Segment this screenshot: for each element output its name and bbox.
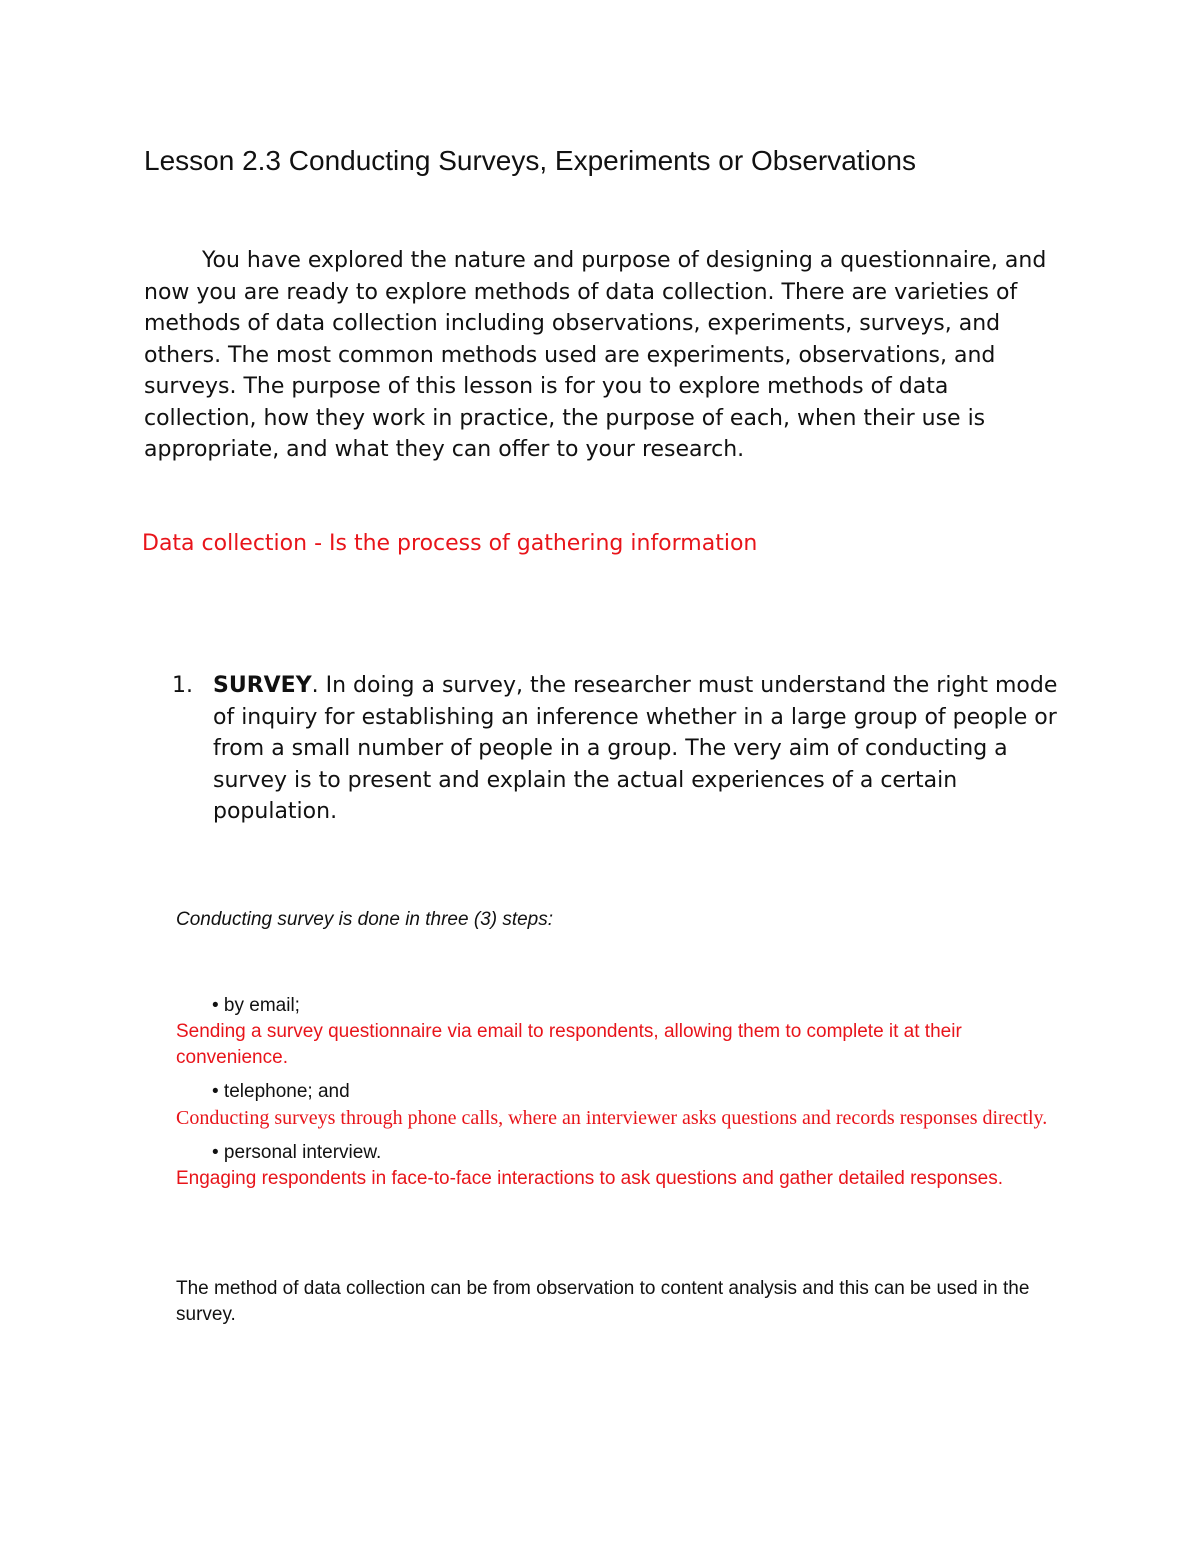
survey-paragraph (213, 670, 1072, 828)
step-email-label: • by email; (212, 995, 300, 1016)
steps-intro: Conducting survey is done in three (3) steps: (176, 909, 554, 930)
step-interview-description: Engaging respondents in face-to-face interactions to ask questions and gather detailed responses. (176, 1168, 1004, 1189)
list-number: 1. (172, 673, 193, 698)
step-email-description: Sending a survey questionnaire via email to respondents, allowing them to complete it at their convenience. (176, 1021, 962, 1068)
steps-list (176, 992, 1056, 1199)
survey-list-item (172, 670, 1072, 828)
lesson-title: Lesson 2.3 Conducting Surveys, Experiments or Observations (144, 145, 916, 176)
intro-paragraph: You have explored the nature and purpose of designing a questionnaire, and now you are ready to explore methods of data collection. There are varieties of methods of data collection including observations, experiments, surveys, and others. The most common methods used are experiments, observations, and surveys. The purpose of this lesson is for you to explore methods of data collection, how they work in practice, the purpose of each, when their use is appropriate, and what they can offer to your research. (144, 248, 1047, 462)
step-interview-label: • personal interview. (212, 1142, 382, 1163)
data-collection-definition: Data collection - Is the process of gathering information (142, 531, 758, 556)
closing-paragraph: The method of data collection can be from observation to content analysis and this can be used in the survey. (176, 1278, 1030, 1325)
survey-description: . In doing a survey, the researcher must understand the right mode of inquiry for establishing an inference whether in a large group of people or from a small number of people in a group. The very aim of conducting a survey is to present and explain the actual experiences of a certain population. (213, 673, 1058, 824)
step-telephone-label: • telephone; and (212, 1081, 350, 1102)
survey-term: SURVEY (213, 673, 312, 698)
step-telephone-description: Conducting surveys through phone calls, where an interviewer asks questions and records responses directly. (176, 1107, 1048, 1129)
